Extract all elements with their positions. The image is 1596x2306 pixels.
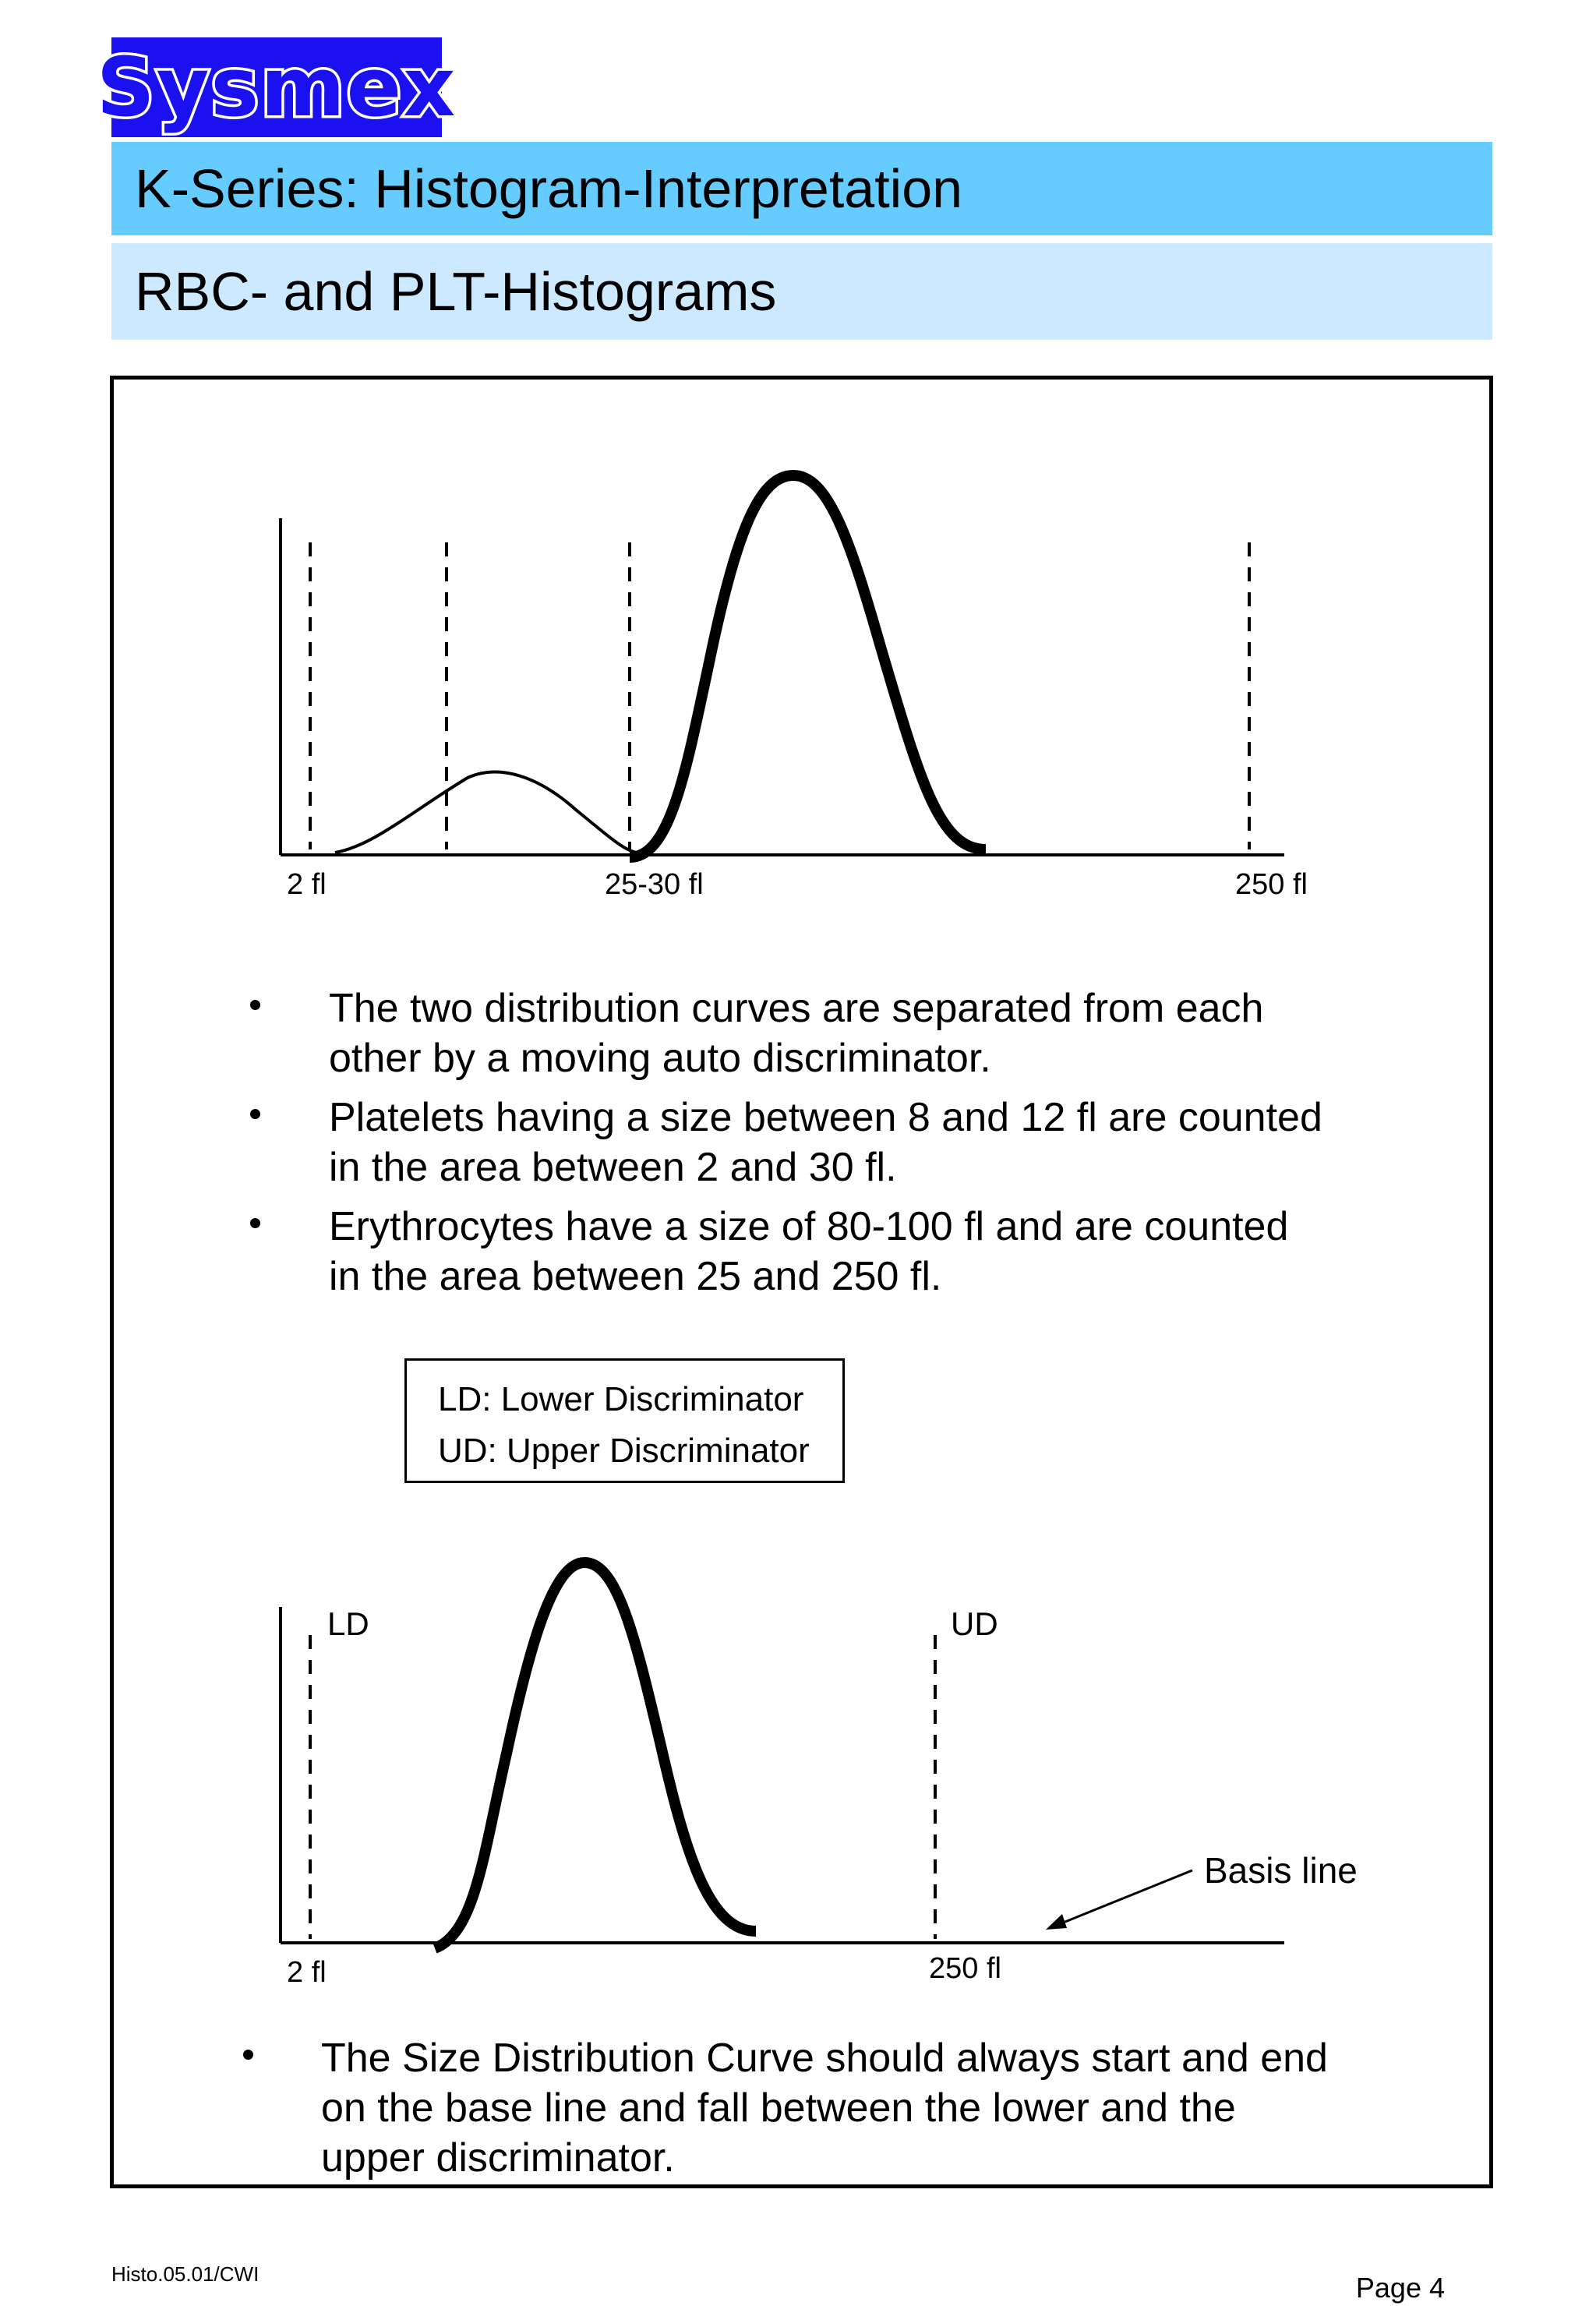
tick-label-2fl: 2 fl [287, 1956, 327, 1989]
bullet-item-1-line-1: The two distribution curves are separated from each [329, 986, 1264, 1031]
legend-ld: LD: Lower Discriminator [438, 1380, 804, 1418]
ud-label: UD [951, 1605, 998, 1642]
tick-label-250fl: 250 fl [1235, 868, 1308, 901]
bullet-item-bottom [321, 2033, 1328, 2183]
tick-label-25-30fl: 25-30 fl [605, 868, 704, 901]
bullet-item-2-line-2: in the area between 2 and 30 fl. [329, 1145, 897, 1190]
size-distribution-curve [435, 1563, 756, 1948]
tick-label-2fl: 2 fl [287, 868, 327, 901]
bullet-item-3-line-2: in the area between 25 and 250 fl. [329, 1254, 942, 1299]
tick-label-250fl: 250 fl [929, 1952, 1001, 1985]
logo-text: Sysmex [96, 40, 457, 135]
ld-label: LD [327, 1605, 369, 1642]
page-title: K-Series: Histogram-Interpretation [135, 158, 963, 219]
bullet-dot [243, 2050, 253, 2060]
legend-ud: UD: Upper Discriminator [438, 1432, 810, 1470]
bullet-item-bottom-line-3: upper discriminator. [321, 2135, 675, 2181]
bullet-item-3-line-1: Erythrocytes have a size of 80-100 fl and are counted [329, 1204, 1289, 1249]
bullet-item-bottom-line-2: on the base line and fall between the lower and the [321, 2085, 1236, 2131]
basis-line-annotation: Basis line [1204, 1850, 1358, 1891]
bullet-item-1-line-2: other by a moving auto discriminator. [329, 1036, 991, 1081]
page-subtitle: RBC- and PLT-Histograms [135, 261, 777, 322]
bullet-item-bottom-line-1: The Size Distribution Curve should always start and end [321, 2036, 1328, 2081]
bullet-item-2-line-1: Platelets having a size between 8 and 12 fl are counted [329, 1095, 1322, 1140]
document-id: Histo.05.01/CWI [111, 2262, 260, 2286]
annotation-arrow-line [1054, 1870, 1192, 1926]
annotation-arrow-head [1046, 1914, 1067, 1930]
page-number: Page 4 [1355, 2272, 1445, 2304]
discriminator-lines [310, 1635, 935, 1939]
